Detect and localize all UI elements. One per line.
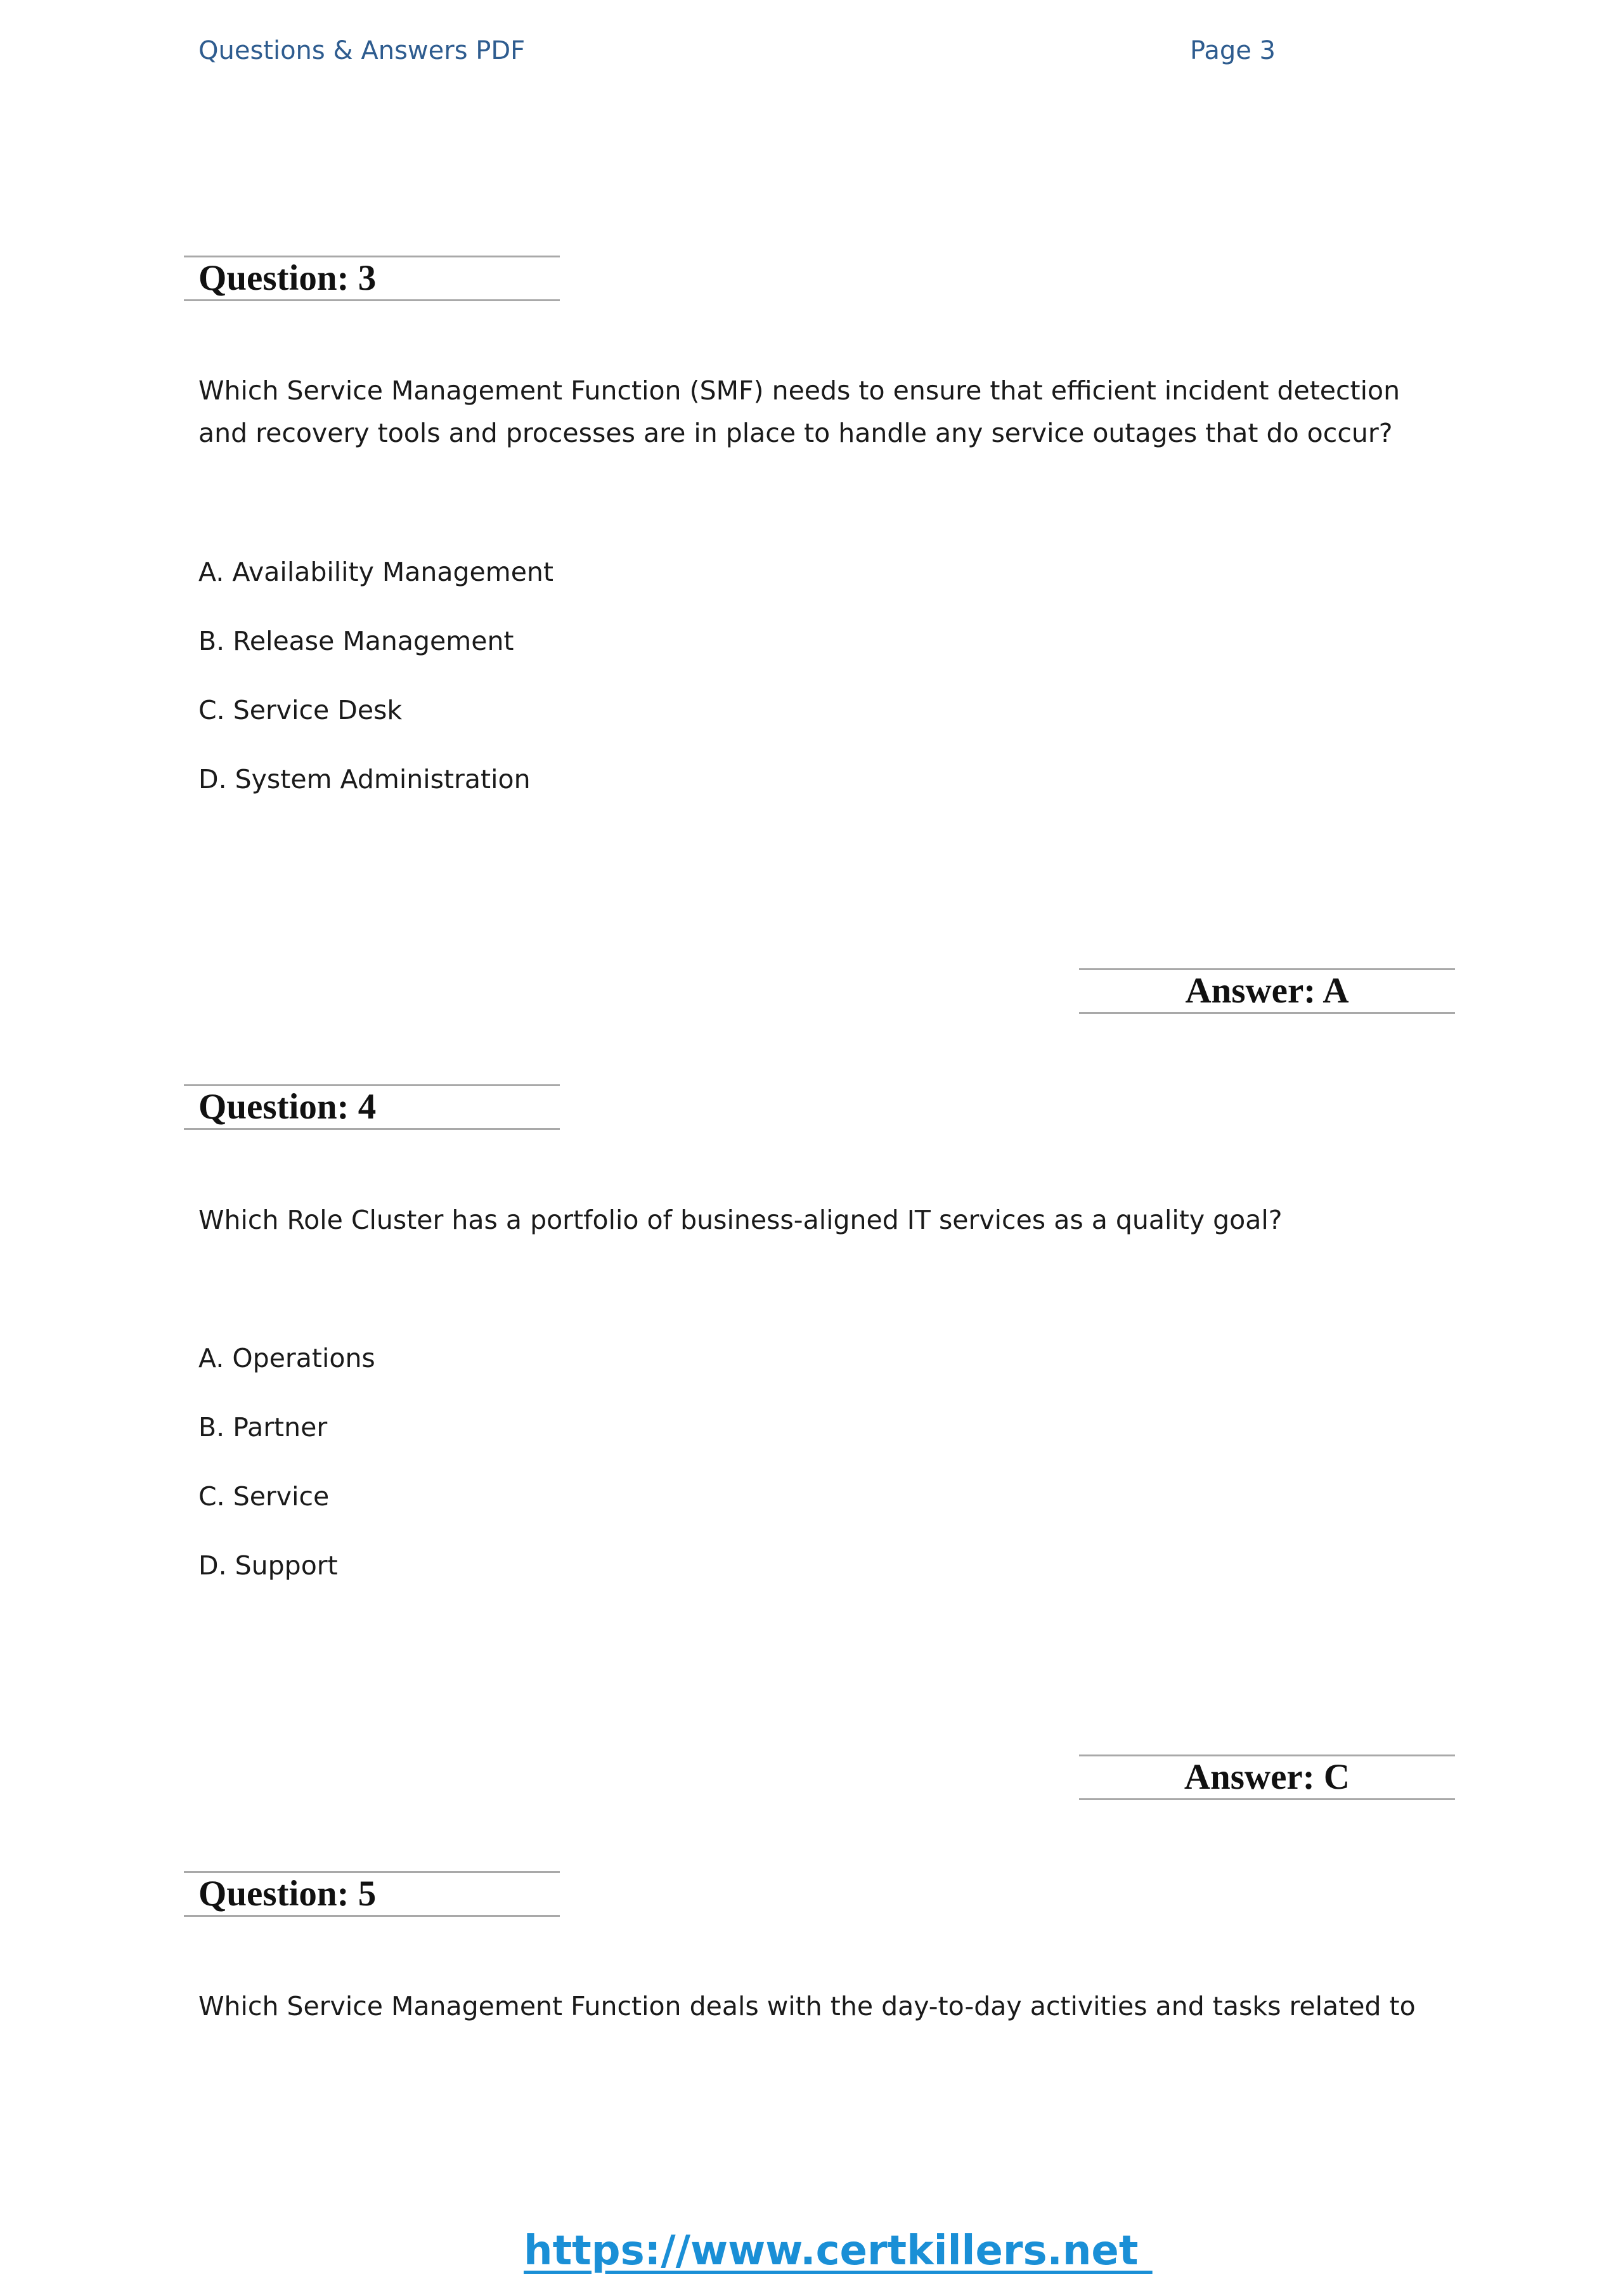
answer-option: C. Service Desk (198, 695, 403, 725)
document-title: Questions & Answers PDF (198, 36, 526, 65)
question-heading-label: Question: 5 (198, 1874, 377, 1914)
answer-option: D. Support (198, 1550, 338, 1581)
question-text: Which Service Management Function (SMF) needs to ensure that efficient incident detection and recovery tools and processes are in place to handle any service outages that do occur? (198, 375, 1400, 448)
answer-box (1079, 968, 1455, 1014)
question-text: Which Service Management Function deals with the day-to-day activities and tasks related to (198, 1991, 1416, 2021)
answer-box (1079, 1754, 1455, 1800)
question-heading (184, 1084, 560, 1130)
question-heading-label: Question: 3 (198, 258, 377, 298)
question-heading (184, 1871, 560, 1917)
answer-option: C. Service (198, 1481, 330, 1512)
answer-option: B. Partner (198, 1412, 328, 1443)
answer-option: A. Operations (198, 1343, 375, 1373)
question-heading-label: Question: 4 (198, 1087, 377, 1127)
page-number: Page 3 (1190, 36, 1276, 65)
question-text: Which Role Cluster has a portfolio of business-aligned IT services as a quality goal? (198, 1205, 1283, 1235)
answer-option: A. Availability Management (198, 557, 553, 587)
question-heading (184, 256, 560, 301)
answer-label: Answer: A (1185, 971, 1349, 1011)
answer-option: B. Release Management (198, 626, 514, 656)
website-link[interactable]: https://www.certkillers.net (524, 2228, 1153, 2274)
answer-label: Answer: C (1184, 1757, 1350, 1797)
answer-option: D. System Administration (198, 764, 531, 795)
